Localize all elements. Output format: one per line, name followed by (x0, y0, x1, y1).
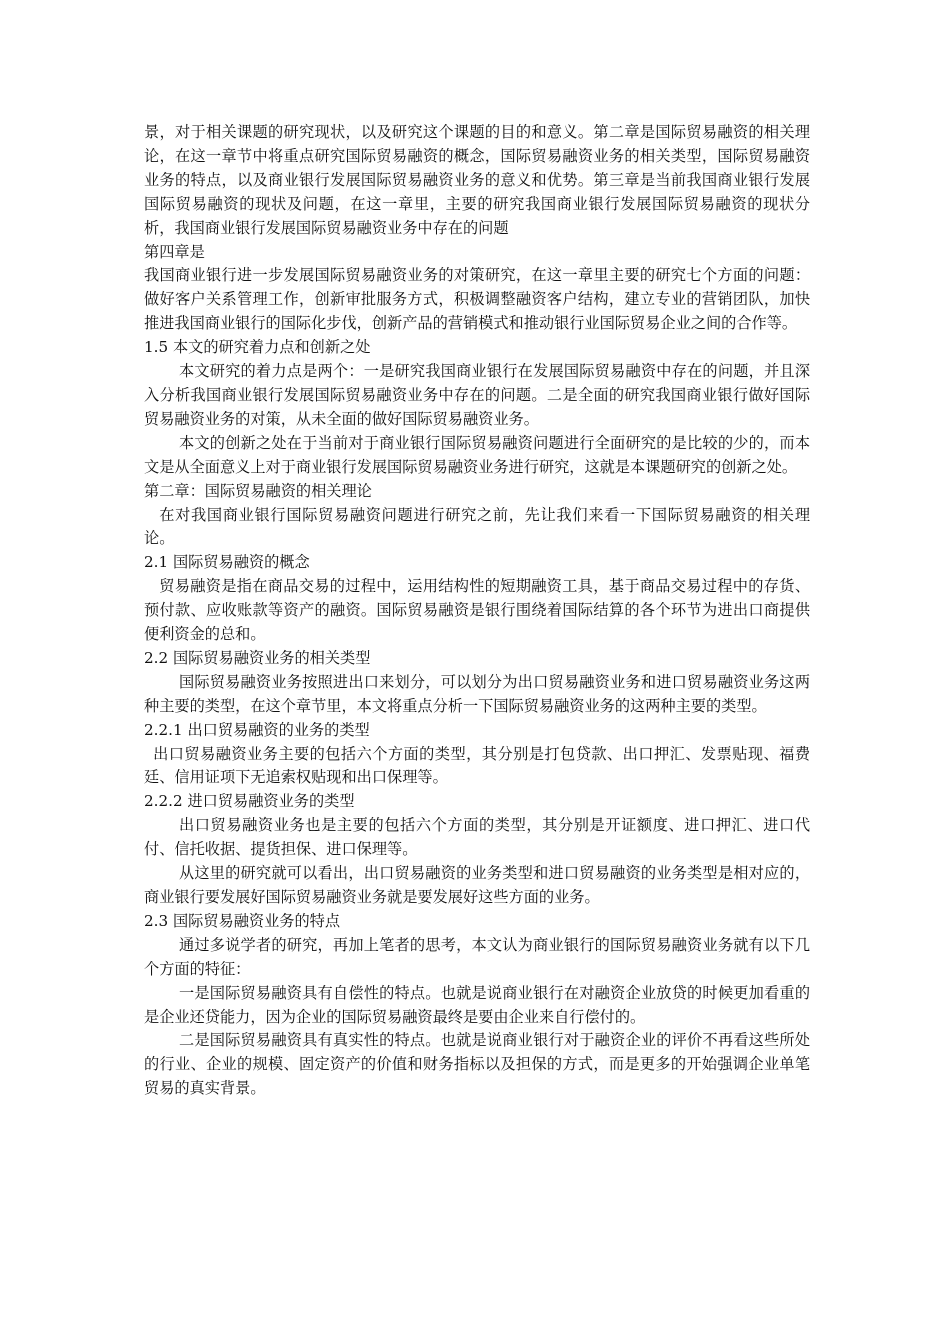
paragraph-chapter-overview: 景，对于相关课题的研究现状，以及研究这个课题的目的和意义。第二章是国际贸易融资的相关理论，在这一章节中将重点研究国际贸易融资的概念，国际贸易融资业务的相关类型，国际贸易融资业务的特点，以及商业银行发展国际贸易融资业务的意义和优势。第三章是当前我国商业银行发展国际贸易融资的现状及问题，在这一章里，主要的研究我国商业银行发展国际贸易融资的现状分析，我国商业银行发展国际贸易融资业务中存在的问题 (144, 123, 810, 237)
paragraph-innovation: 本文的创新之处在于当前对于商业银行国际贸易融资问题进行全面研究的是比较的少的，而本文是从全面意义上对于商业银行发展国际贸易融资业务进行研究，这就是本课题研究的创新之处。 (144, 433, 810, 476)
heading-2-1: 2.1 国际贸易融资的概念 (144, 553, 310, 572)
paragraph-financing-types: 国际贸易融资业务按照进出口来划分，可以划分为出口贸易融资业务和进口贸易融资业务这两种主要的类型，在这个章节里，本文将重点分析一下国际贸易融资业务的这两种主要的类型。 (144, 672, 810, 715)
paragraph-chapter4-label: 第四章是 (144, 242, 205, 261)
heading-1-5: 1.5 本文的研究着力点和创新之处 (144, 338, 371, 357)
heading-2-3: 2.3 国际贸易融资业务的特点 (144, 911, 341, 930)
document-page (144, 121, 810, 1101)
paragraph-features-intro: 通过多说学者的研究，再加上笔者的思考，本文认为商业银行的国际贸易融资业务就有以下几个方面的特征： (144, 935, 810, 978)
paragraph-chapter4-content: 我国商业银行进一步发展国际贸易融资业务的对策研究，在这一章里主要的研究七个方面的问题：做好客户关系管理工作，创新审批服务方式，积极调整融资客户结构，建立专业的营销团队，加快推进我国商业银行的国际化步伐，创新产品的营销模式和推动银行业国际贸易企业之间的合作等。 (144, 266, 810, 333)
paragraph-feature-authenticity: 二是国际贸易融资具有真实性的特点。也就是说商业银行对于融资企业的评价不再看这些所处的行业、企业的规模、固定资产的价值和财务指标以及担保的方式，而是更多的开始强调企业单笔贸易的真实背景。 (144, 1031, 810, 1098)
heading-2-2: 2.2 国际贸易融资业务的相关类型 (144, 648, 371, 667)
paragraph-export-types: 出口贸易融资业务主要的包括六个方面的类型，其分别是打包贷款、出口押汇、发票贴现、福费廷、信用证项下无追索权贴现和出口保理等。 (144, 744, 810, 787)
paragraph-focus-points: 本文研究的着力点是两个：一是研究我国商业银行在发展国际贸易融资中存在的问题，并且深入分析我国商业银行发展国际贸易融资业务中存在的问题。二是全面的研究我国商业银行做好国际贸易融资业务的对策，从未全面的做好国际贸易融资业务。 (144, 362, 810, 428)
paragraph-financing-concept: 贸易融资是指在商品交易的过程中，运用结构性的短期融资工具，基于商品交易过程中的存货、预付款、应收账款等资产的融资。国际贸易融资是银行围绕着国际结算的各个环节为进出口商提供便利资金的总和。 (144, 577, 810, 644)
paragraph-import-types: 出口贸易融资业务也是主要的包括六个方面的类型，其分别是开证额度、进口押汇、进口代付、信托收据、提货担保、进口保理等。 (144, 816, 810, 859)
paragraph-chapter2-intro: 在对我国商业银行国际贸易融资问题进行研究之前，先让我们来看一下国际贸易融资的相关理论。 (144, 505, 810, 548)
paragraph-feature-self-liquidating: 一是国际贸易融资具有自偿性的特点。也就是说商业银行在对融资企业放贷的时候更加看重的是企业还贷能力，因为企业的国际贸易融资最终是要由企业来自行偿付的。 (144, 983, 810, 1026)
heading-2-2-1: 2.2.1 出口贸易融资的业务的类型 (144, 720, 370, 739)
heading-2-2-2: 2.2.2 进口贸易融资业务的类型 (144, 792, 355, 811)
heading-chapter-2: 第二章：国际贸易融资的相关理论 (144, 481, 372, 500)
paragraph-types-correspond: 从这里的研究就可以看出，出口贸易融资的业务类型和进口贸易融资的业务类型是相对应的，商业银行要发展好国际贸易融资业务就是要发展好这些方面的业务。 (144, 864, 810, 906)
